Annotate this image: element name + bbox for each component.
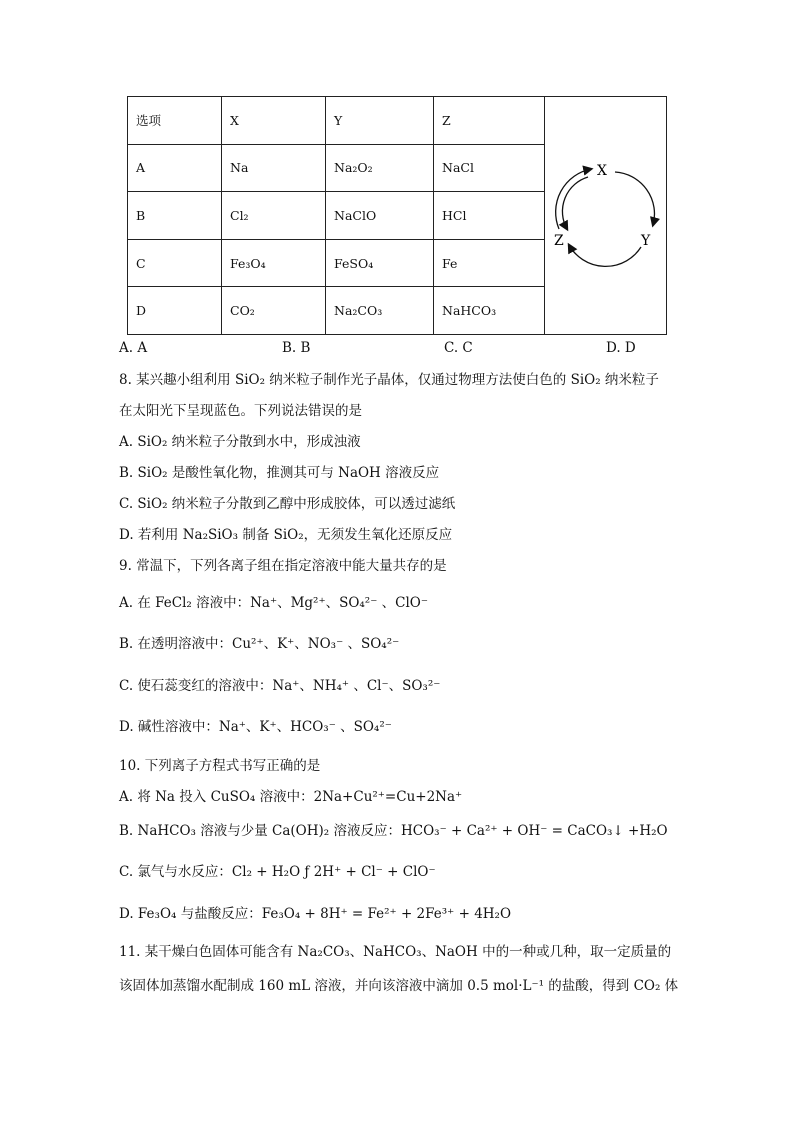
row-d-x: CO₂ — [222, 287, 326, 335]
q8-stem-line2: 在太阳光下呈现蓝色。下列说法错误的是 — [119, 403, 362, 419]
options-table — [127, 96, 667, 335]
q8-option-c[interactable]: C. SiO₂ 纳米粒子分散到乙醇中形成胶体，可以透过滤纸 — [119, 496, 456, 512]
cycle-diagram — [545, 97, 666, 331]
q8-stem-line1: 8. 某兴趣小组利用 SiO₂ 纳米粒子制作光子晶体，仅通过物理方法使白色的 SiO₂ 纳米粒子 — [119, 372, 659, 388]
row-b-option: B — [128, 192, 222, 240]
q7-answer-d[interactable]: D. D — [606, 340, 636, 356]
header-option: 选项 — [128, 97, 222, 145]
row-b-z: HCl — [434, 192, 545, 240]
row-a-y: Na₂O₂ — [326, 144, 434, 192]
q9-stem: 9. 常温下，下列各离子组在指定溶液中能大量共存的是 — [119, 558, 447, 574]
row-a-x: Na — [222, 144, 326, 192]
q11-line2: 该固体加蒸馏水配制成 160 mL 溶液，并向该溶液中滴加 0.5 mol·L⁻¹ 的盐酸，得到 CO₂ 体 — [119, 978, 679, 994]
q8-option-b[interactable]: B. SiO₂ 是酸性氧化物，推测其可与 NaOH 溶液反应 — [119, 465, 440, 481]
arrow-y-to-z — [569, 245, 641, 266]
label-y: Y — [641, 233, 651, 249]
q7-answer-b[interactable]: B. B — [282, 340, 311, 356]
row-a-z: NaCl — [434, 144, 545, 192]
q9-option-d[interactable]: D. 碱性溶液中：Na⁺、K⁺、HCO₃⁻ 、SO₄²⁻ — [119, 719, 392, 735]
row-c-y: FeSO₄ — [326, 239, 434, 287]
header-z: Z — [434, 97, 545, 145]
q8-option-d[interactable]: D. 若利用 Na₂SiO₃ 制备 SiO₂，无须发生氧化还原反应 — [119, 527, 453, 543]
row-b-y: NaClO — [326, 192, 434, 240]
q8-option-a[interactable]: A. SiO₂ 纳米粒子分散到水中，形成浊液 — [119, 434, 361, 450]
row-d-y: Na₂CO₃ — [326, 287, 434, 335]
q10-option-b[interactable]: B. NaHCO₃ 溶液与少量 Ca(OH)₂ 溶液反应：HCO₃⁻ + Ca²⁺ + OH⁻ = CaCO₃↓ +H₂O — [119, 823, 668, 839]
label-z: Z — [554, 233, 564, 249]
q10-stem: 10. 下列离子方程式书写正确的是 — [119, 758, 321, 774]
row-b-x: Cl₂ — [222, 192, 326, 240]
row-d-z: NaHCO₃ — [434, 287, 545, 335]
cycle-diagram-cell — [545, 97, 667, 335]
q7-answer-c[interactable]: C. C — [444, 340, 473, 356]
q9-option-b[interactable]: B. 在透明溶液中：Cu²⁺、K⁺、NO₃⁻ 、SO₄²⁻ — [119, 636, 400, 652]
row-c-z: Fe — [434, 239, 545, 287]
row-c-x: Fe₃O₄ — [222, 239, 326, 287]
q10-option-d[interactable]: D. Fe₃O₄ 与盐酸反应：Fe₃O₄ + 8H⁺ = Fe²⁺ + 2Fe³⁺ + 4H₂O — [119, 906, 512, 922]
q9-option-c[interactable]: C. 使石蕊变红的溶液中：Na⁺、NH₄⁺ 、Cl⁻、SO₃²⁻ — [119, 678, 441, 694]
label-x: X — [597, 163, 607, 179]
arrow-x-to-z — [562, 177, 588, 229]
row-c-option: C — [128, 239, 222, 287]
header-y: Y — [326, 97, 434, 145]
q10-option-a[interactable]: A. 将 Na 投入 CuSO₄ 溶液中：2Na+Cu²⁺=Cu+2Na⁺ — [119, 789, 463, 805]
arrow-x-to-y — [615, 172, 654, 225]
q7-answer-a[interactable]: A. A — [119, 340, 148, 356]
row-d-option: D — [128, 287, 222, 335]
row-a-option: A — [128, 144, 222, 192]
header-x: X — [222, 97, 326, 145]
q11-line1: 11. 某干燥白色固体可能含有 Na₂CO₃、NaHCO₃、NaOH 中的一种或几种，取一定质量的 — [119, 944, 672, 960]
q9-option-a[interactable]: A. 在 FeCl₂ 溶液中：Na⁺、Mg²⁺、SO₄²⁻ 、ClO⁻ — [119, 595, 428, 611]
q10-option-c[interactable]: C. 氯气与水反应：Cl₂ + H₂O ƒ 2H⁺ + Cl⁻ + ClO⁻ — [119, 864, 436, 880]
